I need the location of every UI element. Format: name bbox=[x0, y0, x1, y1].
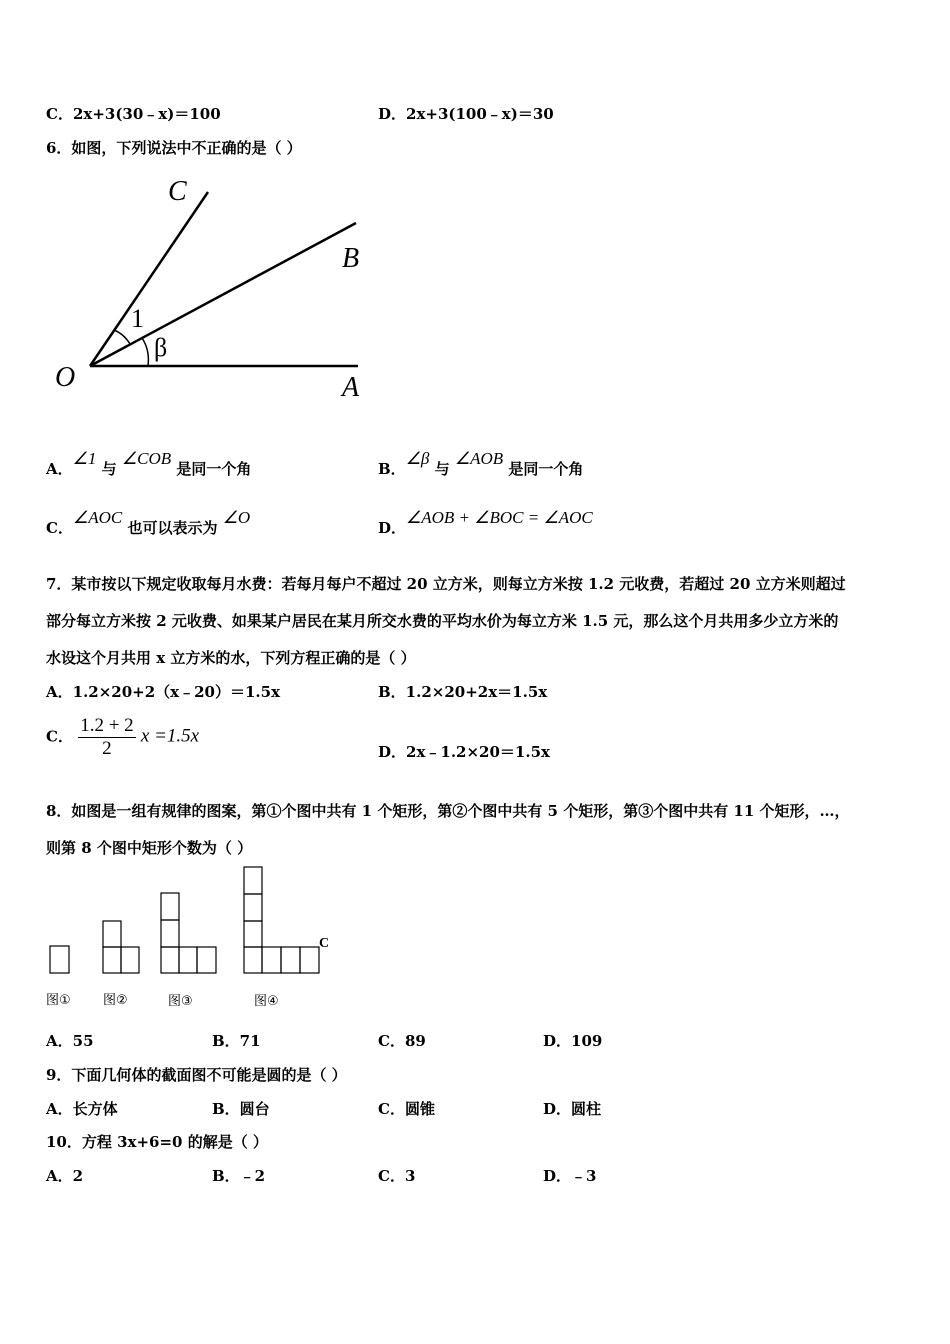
caption-fig-2: 图② bbox=[103, 993, 128, 1008]
q5-option-d: D．2x+3(100﹣x)＝30 bbox=[378, 105, 554, 123]
text: 是同一个角 bbox=[176, 460, 252, 478]
pattern-2 bbox=[103, 921, 139, 973]
q6-option-a bbox=[46, 449, 252, 479]
math: ∠AOB + ∠BOC = ∠AOC bbox=[406, 508, 593, 527]
text: 也可以表示为 bbox=[127, 519, 218, 537]
letter: A． bbox=[46, 460, 73, 478]
q7-option-b: B．1.2×20+2x＝1.5x bbox=[378, 683, 548, 701]
math: ∠COB bbox=[121, 449, 172, 468]
q8-option-c: C．89 bbox=[378, 1032, 426, 1050]
caption-fig-1: 图① bbox=[46, 993, 71, 1008]
letter: B． bbox=[378, 460, 406, 478]
q8-option-a: A．55 bbox=[46, 1032, 94, 1050]
math: ∠1 bbox=[72, 449, 97, 468]
pattern-4 bbox=[244, 867, 319, 973]
math: ∠AOB bbox=[454, 449, 504, 468]
q5-option-c: C．2x+3(30﹣x)＝100 bbox=[46, 105, 221, 123]
math: ∠AOC bbox=[72, 508, 123, 527]
math: ∠β bbox=[405, 449, 430, 468]
q9-option-b: B．圆台 bbox=[212, 1100, 270, 1118]
q8-stem-line-2: 则第 8 个图中矩形个数为（ ） bbox=[46, 839, 253, 857]
numerator: 1.2 + 2 bbox=[80, 715, 134, 736]
caption-fig-3: 图③ bbox=[168, 994, 193, 1009]
q9-option-c: C．圆锥 bbox=[378, 1100, 435, 1118]
label-a: A bbox=[342, 372, 360, 403]
denominator: 2 bbox=[102, 738, 112, 759]
text: 与 bbox=[434, 460, 450, 478]
q6-angle-figure bbox=[40, 170, 380, 410]
q9-stem: 9．下面几何体的截面图不可能是圆的是（ ） bbox=[46, 1066, 347, 1084]
pattern-1 bbox=[50, 946, 69, 973]
q7-stem-line-1: 7．某市按以下规定收取每月水费：若每月每户不超过 20 立方米，则每立方米按 1.2 元收费，若超过 20 立方米则超过 bbox=[46, 575, 846, 593]
caption-fig-4: 图④ bbox=[254, 994, 279, 1009]
letter: C． bbox=[46, 727, 73, 746]
q10-stem: 10．方程 3x+6=0 的解是（ ） bbox=[46, 1133, 268, 1151]
equation-rest: x =1.5x bbox=[140, 725, 200, 747]
letter: D． bbox=[378, 519, 407, 537]
text: 是同一个角 bbox=[508, 460, 584, 478]
q6-stem: 6．如图，下列说法中不正确的是（ ） bbox=[46, 139, 302, 157]
q8-option-b: B．71 bbox=[212, 1032, 261, 1050]
label-1: 1 bbox=[131, 304, 144, 333]
pattern-3 bbox=[161, 893, 216, 973]
text: 与 bbox=[101, 460, 117, 478]
q7-stem-line-2: 部分每立方米按 2 元收费、如果某户居民在某月所交水费的平均水价为每立方米 1.5 元，那么这个月共用多少立方米的 bbox=[46, 612, 839, 630]
arc-angle-beta bbox=[142, 338, 148, 366]
q7-option-c bbox=[46, 715, 199, 760]
q10-option-c: C．3 bbox=[378, 1167, 416, 1185]
math: ∠O bbox=[222, 508, 251, 527]
q9-option-a: A．长方体 bbox=[46, 1100, 118, 1118]
fraction bbox=[78, 715, 135, 760]
label-beta: β bbox=[154, 333, 168, 362]
q6-option-c bbox=[46, 508, 251, 538]
label-b: B bbox=[342, 243, 360, 274]
ray-oc bbox=[90, 192, 208, 366]
q8-stem-line-1: 8．如图是一组有规律的图案，第①个图中共有 1 个矩形，第②个图中共有 5 个矩形，第③个图中共有 11 个矩形，…， bbox=[46, 802, 850, 820]
q7-stem-line-3: 水设这个月共用 x 立方米的水，下列方程正确的是（ ） bbox=[46, 649, 416, 667]
q7-option-d: D．2x﹣1.2×20＝1.5x bbox=[378, 743, 550, 761]
q8-pattern-figure bbox=[40, 862, 350, 982]
letter: C． bbox=[46, 519, 73, 537]
q8-option-d: D．109 bbox=[543, 1032, 603, 1050]
q6-option-b bbox=[378, 449, 584, 479]
q9-option-d: D．圆柱 bbox=[543, 1100, 602, 1118]
stray-letter: C bbox=[319, 936, 330, 951]
label-o: O bbox=[55, 362, 76, 393]
q10-option-a: A．2 bbox=[46, 1167, 84, 1185]
q7-option-a: A．1.2×20+2（x﹣20）＝1.5x bbox=[46, 683, 281, 701]
q10-option-b: B．﹣2 bbox=[212, 1167, 266, 1185]
ray-ob bbox=[90, 223, 356, 366]
q6-option-d bbox=[378, 508, 593, 538]
label-c: C bbox=[168, 176, 187, 207]
q10-option-d: D．﹣3 bbox=[543, 1167, 597, 1185]
arc-angle-1 bbox=[114, 330, 130, 344]
